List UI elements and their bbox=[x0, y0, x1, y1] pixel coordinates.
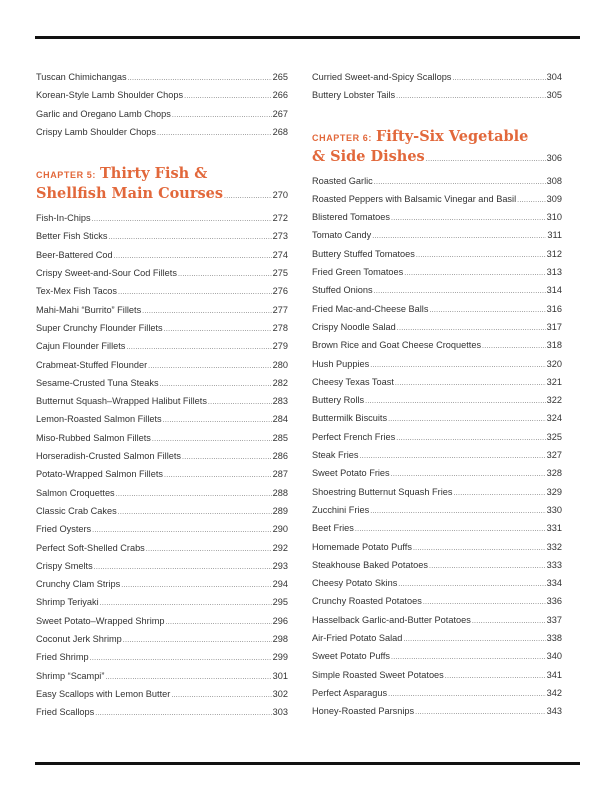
entry-title: Brown Rice and Goat Cheese Croquettes bbox=[312, 340, 482, 351]
toc-entry[interactable] bbox=[312, 592, 562, 610]
toc-entry[interactable] bbox=[36, 356, 288, 374]
entry-title: Fried Shrimp bbox=[36, 652, 89, 663]
entry-page-number: 266 bbox=[272, 90, 288, 101]
entry-page-number: 334 bbox=[546, 578, 562, 589]
entry-page-number: 337 bbox=[546, 614, 562, 625]
chapter-label: CHAPTER 5: bbox=[36, 170, 97, 181]
entry-title: Curried Sweet-and-Spicy Scallops bbox=[312, 72, 452, 82]
entry-page-number: 321 bbox=[546, 376, 562, 387]
leader-dots bbox=[388, 411, 546, 429]
entry-title: Steak Fries bbox=[312, 450, 359, 461]
entry-title: Tuscan Chimichangas bbox=[36, 72, 127, 82]
entry-title: Beet Fries bbox=[312, 523, 354, 534]
entry-page-number: 280 bbox=[272, 359, 288, 370]
toc-entry[interactable] bbox=[312, 409, 562, 427]
toc-entry[interactable] bbox=[36, 337, 288, 355]
entry-title: Fried Mac-and-Cheese Balls bbox=[312, 303, 429, 314]
leader-dots bbox=[429, 558, 546, 576]
leader-dots bbox=[123, 632, 272, 650]
leader-dots bbox=[452, 70, 545, 88]
entry-title: Shoestring Butternut Squash Fries bbox=[312, 486, 453, 497]
toc-column-right bbox=[312, 68, 562, 721]
toc-entry[interactable] bbox=[36, 703, 288, 721]
leader-dots bbox=[126, 339, 271, 357]
entry-page-number: 285 bbox=[272, 432, 288, 443]
toc-entry[interactable] bbox=[36, 227, 288, 245]
entry-title: Potato-Wrapped Salmon Fillets bbox=[36, 469, 163, 480]
entry-title: Blistered Tomatoes bbox=[312, 212, 390, 223]
entry-page-number: 309 bbox=[546, 193, 562, 204]
leader-dots bbox=[178, 266, 272, 284]
entry-page-number: 329 bbox=[546, 486, 562, 497]
entry-title: Classic Crab Cakes bbox=[36, 505, 117, 516]
entry-page-number: 328 bbox=[546, 468, 562, 479]
entry-page-number: 296 bbox=[272, 615, 288, 626]
entry-title: Crispy Smelts bbox=[36, 560, 93, 571]
toc-entry[interactable] bbox=[36, 301, 288, 319]
toc-list bbox=[312, 68, 562, 105]
entry-page-number: 279 bbox=[272, 341, 288, 352]
toc-entry[interactable] bbox=[36, 447, 288, 465]
leader-dots bbox=[415, 704, 546, 722]
leader-dots bbox=[121, 577, 271, 595]
chapter-title: Thirty Fish & bbox=[100, 165, 208, 183]
toc-entry[interactable] bbox=[36, 667, 288, 685]
toc-entry[interactable] bbox=[312, 263, 562, 281]
chapter-page-number: 306 bbox=[546, 152, 562, 163]
entry-title: Cajun Flounder Fillets bbox=[36, 341, 126, 352]
entry-title: Shrimp Teriyaki bbox=[36, 597, 99, 608]
entry-title: Super Crunchy Flounder Fillets bbox=[36, 322, 163, 333]
entry-title: Roasted Peppers with Balsamic Vinegar and Basil bbox=[312, 193, 517, 204]
toc-entry[interactable] bbox=[36, 465, 288, 483]
toc-entry[interactable] bbox=[312, 702, 562, 720]
entry-title: Mahi-Mahi “Burrito” Fillets bbox=[36, 304, 142, 315]
toc-entry[interactable] bbox=[36, 392, 288, 410]
entry-title: Fried Oysters bbox=[36, 524, 92, 535]
chapter-page-number: 270 bbox=[272, 190, 288, 201]
toc-entry[interactable] bbox=[312, 86, 562, 104]
toc-entry[interactable] bbox=[312, 611, 562, 629]
entry-title: Perfect Soft-Shelled Crabs bbox=[36, 542, 145, 553]
leader-dots bbox=[116, 486, 272, 504]
entry-page-number: 338 bbox=[546, 633, 562, 644]
entry-page-number: 265 bbox=[272, 72, 288, 82]
entry-page-number: 313 bbox=[546, 267, 562, 278]
entry-title: Perfect Asparagus bbox=[312, 687, 388, 698]
entry-page-number: 293 bbox=[272, 560, 288, 571]
entry-page-number: 325 bbox=[546, 431, 562, 442]
entry-page-number: 336 bbox=[546, 596, 562, 607]
toc-entry[interactable] bbox=[36, 209, 288, 227]
entry-page-number: 305 bbox=[546, 90, 562, 101]
entry-title: Fish-In-Chips bbox=[36, 213, 91, 224]
toc-entry[interactable] bbox=[36, 648, 288, 666]
entry-page-number: 332 bbox=[546, 541, 562, 552]
toc-entry[interactable] bbox=[312, 226, 562, 244]
entry-page-number: 268 bbox=[272, 126, 288, 137]
leader-dots bbox=[166, 614, 272, 632]
entry-page-number: 303 bbox=[272, 707, 288, 718]
entry-page-number: 292 bbox=[272, 542, 288, 553]
toc-entry[interactable] bbox=[312, 281, 562, 299]
chapter-heading[interactable] bbox=[312, 127, 562, 167]
toc-entry[interactable] bbox=[312, 373, 562, 391]
entry-title: Buttermilk Biscuits bbox=[312, 413, 388, 424]
leader-dots bbox=[517, 192, 546, 210]
toc-entry[interactable] bbox=[36, 86, 288, 104]
leader-dots bbox=[184, 88, 272, 106]
entry-page-number: 277 bbox=[272, 304, 288, 315]
leader-dots bbox=[370, 503, 545, 521]
toc-entry[interactable] bbox=[36, 410, 288, 428]
toc-entry[interactable] bbox=[312, 684, 562, 702]
toc-entry[interactable] bbox=[36, 630, 288, 648]
toc-list bbox=[36, 68, 288, 141]
leader-dots bbox=[172, 107, 272, 125]
leader-dots bbox=[426, 156, 546, 163]
entry-page-number: 331 bbox=[546, 523, 562, 534]
entry-title: Sweet Potato–Wrapped Shrimp bbox=[36, 615, 165, 626]
entry-title: Air-Fried Potato Salad bbox=[312, 633, 403, 644]
entry-title: Honey-Roasted Parsnips bbox=[312, 706, 415, 717]
entry-title: Cheesy Texas Toast bbox=[312, 376, 394, 387]
toc-entry[interactable] bbox=[312, 190, 562, 208]
toc-list bbox=[36, 209, 288, 721]
entry-page-number: 320 bbox=[546, 358, 562, 369]
toc-entry[interactable] bbox=[312, 300, 562, 318]
entry-title: Fried Scallops bbox=[36, 707, 95, 718]
entry-title: Tomato Candy bbox=[312, 230, 372, 241]
toc-entry[interactable] bbox=[312, 574, 562, 592]
entry-page-number: 302 bbox=[272, 688, 288, 699]
entry-title: Salmon Croquettes bbox=[36, 487, 115, 498]
entry-page-number: 299 bbox=[272, 652, 288, 663]
chapter-title: & Side Dishes bbox=[312, 147, 425, 165]
entry-title: Homemade Potato Puffs bbox=[312, 541, 412, 552]
chapter-title: Fifty-Six Vegetable bbox=[376, 127, 529, 145]
toc-entry[interactable] bbox=[36, 484, 288, 502]
entry-page-number: 286 bbox=[272, 451, 288, 462]
toc-entry[interactable] bbox=[36, 319, 288, 337]
toc-entry[interactable] bbox=[312, 647, 562, 665]
entry-page-number: 275 bbox=[272, 268, 288, 279]
toc-entry[interactable] bbox=[312, 428, 562, 446]
toc-entry[interactable] bbox=[312, 446, 562, 464]
toc-entry[interactable] bbox=[312, 538, 562, 556]
toc-entry[interactable] bbox=[312, 464, 562, 482]
leader-dots bbox=[453, 485, 545, 503]
toc-entry[interactable] bbox=[312, 519, 562, 537]
leader-dots bbox=[391, 210, 546, 228]
toc-entry[interactable] bbox=[312, 172, 562, 190]
leader-dots bbox=[482, 338, 546, 356]
leader-dots bbox=[413, 540, 546, 558]
entry-title: Fried Green Tomatoes bbox=[312, 267, 404, 278]
toc-entry[interactable] bbox=[312, 336, 562, 354]
toc-entry[interactable] bbox=[36, 105, 288, 123]
entry-title: Buttery Rolls bbox=[312, 395, 365, 406]
leader-dots bbox=[163, 412, 272, 430]
entry-page-number: 308 bbox=[546, 175, 562, 186]
top-rule bbox=[35, 36, 580, 39]
entry-page-number: 282 bbox=[272, 377, 288, 388]
entry-page-number: 327 bbox=[546, 450, 562, 461]
entry-title: Zucchini Fries bbox=[312, 504, 370, 515]
toc-entry[interactable] bbox=[312, 483, 562, 501]
entry-title: Steakhouse Baked Potatoes bbox=[312, 559, 428, 570]
leader-dots bbox=[429, 302, 545, 320]
leader-dots bbox=[95, 705, 271, 723]
entry-page-number: 314 bbox=[546, 285, 562, 296]
leader-dots bbox=[164, 467, 272, 485]
entry-title: Perfect French Fries bbox=[312, 431, 396, 442]
entry-title: Buttery Lobster Tails bbox=[312, 90, 396, 101]
entry-title: Garlic and Oregano Lamb Chops bbox=[36, 108, 171, 119]
leader-dots bbox=[171, 687, 271, 705]
leader-dots bbox=[445, 668, 546, 686]
toc-entry[interactable] bbox=[312, 556, 562, 574]
entry-title: Horseradish-Crusted Salmon Fillets bbox=[36, 451, 182, 462]
entry-title: Better Fish Sticks bbox=[36, 231, 108, 242]
toc-entry[interactable] bbox=[36, 612, 288, 630]
entry-page-number: 267 bbox=[272, 108, 288, 119]
entry-page-number: 304 bbox=[546, 72, 562, 82]
leader-dots bbox=[396, 88, 546, 106]
entry-page-number: 298 bbox=[272, 634, 288, 645]
leader-dots bbox=[182, 449, 272, 467]
entry-title: Crunchy Clam Strips bbox=[36, 579, 121, 590]
entry-title: Beer-Battered Cod bbox=[36, 249, 113, 260]
toc-entry[interactable] bbox=[312, 355, 562, 373]
entry-page-number: 284 bbox=[272, 414, 288, 425]
entry-title: Butternut Squash–Wrapped Halibut Fillets bbox=[36, 396, 207, 407]
entry-title: Miso-Rubbed Salmon Fillets bbox=[36, 432, 151, 443]
chapter-label: CHAPTER 6: bbox=[312, 132, 373, 143]
chapter-title: Shellfish Main Courses bbox=[36, 185, 224, 203]
leader-dots bbox=[94, 559, 272, 577]
toc-entry[interactable] bbox=[312, 391, 562, 409]
entry-title: Shrimp “Scampi” bbox=[36, 670, 105, 681]
leader-dots bbox=[108, 229, 271, 247]
entry-title: Easy Scallops with Lemon Butter bbox=[36, 688, 171, 699]
toc-entry[interactable] bbox=[36, 429, 288, 447]
entry-title: Crispy Noodle Salad bbox=[312, 321, 396, 332]
toc-entry[interactable] bbox=[36, 502, 288, 520]
entry-page-number: 272 bbox=[272, 213, 288, 224]
entry-title: Hush Puppies bbox=[312, 358, 370, 369]
leader-dots bbox=[395, 375, 546, 393]
entry-title: Crispy Sweet-and-Sour Cod Fillets bbox=[36, 268, 177, 279]
leader-dots bbox=[224, 193, 272, 200]
leader-dots bbox=[365, 393, 546, 411]
entry-page-number: 341 bbox=[546, 669, 562, 680]
entry-title: Hasselback Garlic-and-Butter Potatoes bbox=[312, 614, 471, 625]
entry-title: Simple Roasted Sweet Potatoes bbox=[312, 669, 444, 680]
entry-page-number: 311 bbox=[547, 230, 562, 241]
entry-page-number: 295 bbox=[272, 597, 288, 608]
entry-page-number: 340 bbox=[546, 651, 562, 662]
entry-title: Lemon-Roasted Salmon Fillets bbox=[36, 414, 162, 425]
entry-page-number: 322 bbox=[546, 395, 562, 406]
leader-dots bbox=[396, 430, 545, 448]
entry-page-number: 342 bbox=[546, 687, 562, 698]
chapter-heading[interactable] bbox=[36, 164, 288, 204]
leader-dots bbox=[416, 247, 546, 265]
entry-page-number: 312 bbox=[546, 248, 562, 259]
entry-title: Korean-Style Lamb Shoulder Chops bbox=[36, 90, 184, 101]
entry-title: Sweet Potato Puffs bbox=[312, 651, 390, 662]
entry-page-number: 283 bbox=[272, 396, 288, 407]
toc-entry[interactable] bbox=[36, 575, 288, 593]
entry-title: Buttery Stuffed Tomatoes bbox=[312, 248, 415, 259]
entry-title: Crunchy Roasted Potatoes bbox=[312, 596, 422, 607]
entry-title: Sweet Potato Fries bbox=[312, 468, 390, 479]
entry-page-number: 273 bbox=[272, 231, 288, 242]
entry-title: Crispy Lamb Shoulder Chops bbox=[36, 126, 157, 137]
toc-entry[interactable] bbox=[36, 593, 288, 611]
entry-page-number: 288 bbox=[272, 487, 288, 498]
toc-entry[interactable] bbox=[36, 282, 288, 300]
toc-entry[interactable] bbox=[36, 557, 288, 575]
toc-list bbox=[312, 172, 562, 721]
leader-dots bbox=[92, 211, 272, 229]
entry-title: Sesame-Crusted Tuna Steaks bbox=[36, 377, 159, 388]
entry-page-number: 274 bbox=[272, 249, 288, 260]
toc-entry[interactable] bbox=[36, 539, 288, 557]
entry-page-number: 310 bbox=[546, 212, 562, 223]
entry-title: Stuffed Onions bbox=[312, 285, 373, 296]
toc-entry[interactable] bbox=[36, 685, 288, 703]
entry-page-number: 343 bbox=[546, 706, 562, 717]
entry-page-number: 301 bbox=[272, 670, 288, 681]
entry-title: Roasted Garlic bbox=[312, 175, 373, 186]
entry-page-number: 276 bbox=[272, 286, 288, 297]
entry-title: Crabmeat-Stuffed Flounder bbox=[36, 359, 148, 370]
toc-entry[interactable] bbox=[312, 666, 562, 684]
entry-page-number: 289 bbox=[272, 505, 288, 516]
entry-title: Cheesy Potato Skins bbox=[312, 578, 398, 589]
entry-page-number: 290 bbox=[272, 524, 288, 535]
leader-dots bbox=[90, 650, 272, 668]
leader-dots bbox=[164, 321, 272, 339]
toc-entry[interactable] bbox=[36, 68, 288, 86]
entry-page-number: 333 bbox=[546, 559, 562, 570]
entry-title: Tex-Mex Fish Tacos bbox=[36, 286, 118, 297]
leader-dots bbox=[148, 358, 271, 376]
entry-page-number: 278 bbox=[272, 322, 288, 333]
leader-dots bbox=[370, 357, 545, 375]
toc-entry[interactable] bbox=[36, 264, 288, 282]
toc-entry[interactable] bbox=[36, 246, 288, 264]
leader-dots bbox=[146, 541, 272, 559]
toc-entry[interactable] bbox=[36, 374, 288, 392]
entry-page-number: 324 bbox=[546, 413, 562, 424]
leader-dots bbox=[118, 504, 272, 522]
entry-page-number: 318 bbox=[546, 340, 562, 351]
entry-page-number: 316 bbox=[546, 303, 562, 314]
entry-page-number: 287 bbox=[272, 469, 288, 480]
toc-entry[interactable] bbox=[312, 501, 562, 519]
leader-dots bbox=[403, 631, 545, 649]
toc-entry[interactable] bbox=[36, 123, 288, 141]
toc-entry[interactable] bbox=[312, 245, 562, 263]
toc-entry[interactable] bbox=[312, 318, 562, 336]
leader-dots bbox=[404, 265, 545, 283]
leader-dots bbox=[157, 125, 272, 143]
toc-entry[interactable] bbox=[312, 629, 562, 647]
toc-entry[interactable] bbox=[36, 520, 288, 538]
toc-entry[interactable] bbox=[312, 208, 562, 226]
toc-column-left bbox=[36, 68, 288, 722]
toc-entry[interactable] bbox=[312, 68, 562, 86]
entry-page-number: 330 bbox=[546, 504, 562, 515]
entry-title: Coconut Jerk Shrimp bbox=[36, 634, 122, 645]
leader-dots bbox=[208, 394, 272, 412]
entry-page-number: 294 bbox=[272, 579, 288, 590]
leader-dots bbox=[472, 613, 546, 631]
entry-page-number: 317 bbox=[546, 321, 562, 332]
bottom-rule bbox=[35, 762, 580, 765]
